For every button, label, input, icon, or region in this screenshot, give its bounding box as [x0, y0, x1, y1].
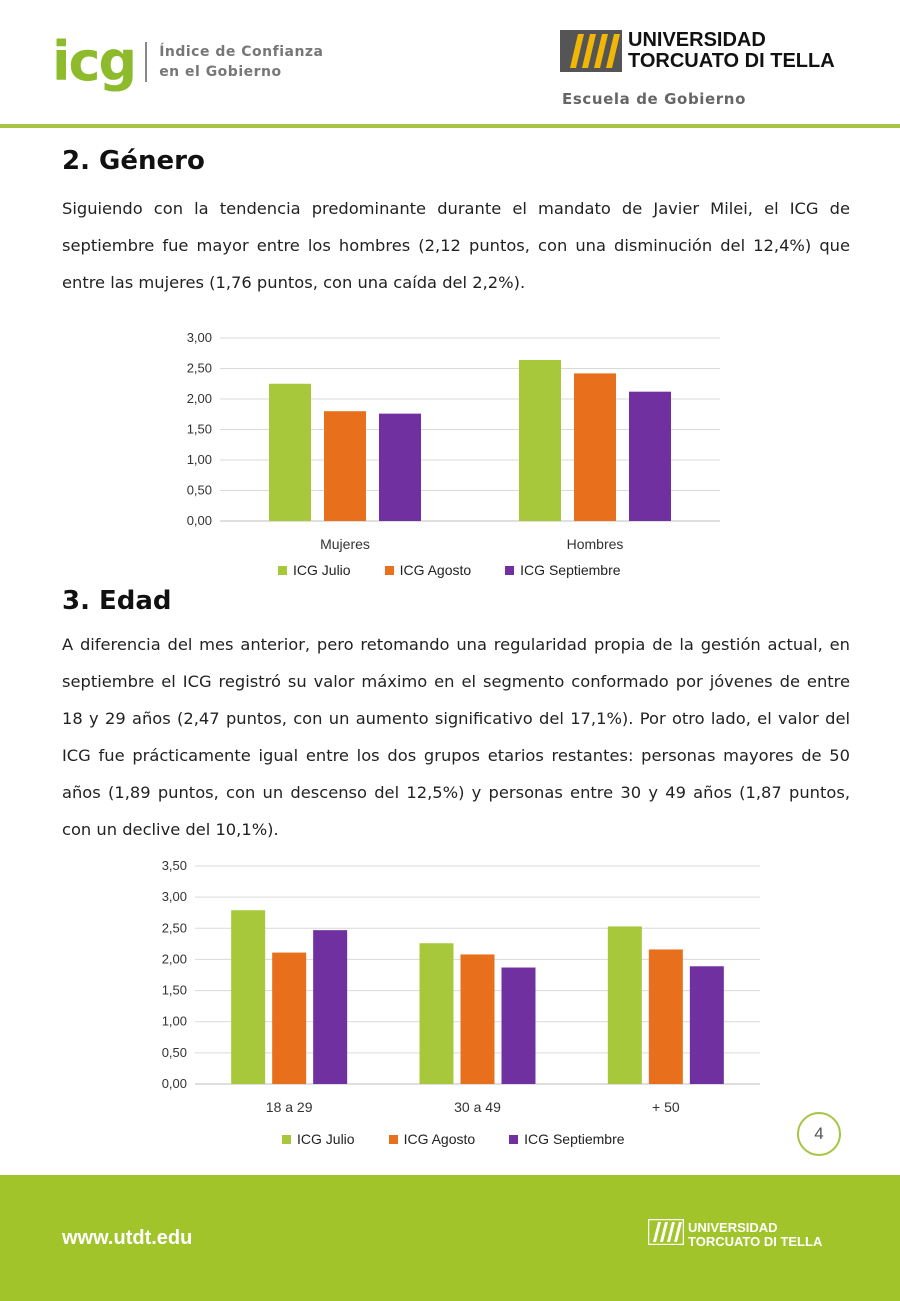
y-tick-label: 1,00 [161, 1013, 187, 1029]
section-edad-title: 3. Edad [62, 586, 172, 616]
legend-label: ICG Julio [293, 562, 351, 578]
bar-icg-septiembre-hombres [629, 392, 671, 521]
x-tick-label: Mujeres [320, 536, 370, 552]
section-genero-text: Siguiendo con la tendencia predominante durante el mandato de Javier Milei, el ICG de septiembre fue mayor entre los hombres (2,12 puntos, con una disminución del 12,4%) que entre las mujeres (1,76 puntos, con una caída del 2,2%). [62, 199, 850, 292]
x-tick-label: + 50 [652, 1099, 680, 1115]
icg-logo [52, 30, 324, 94]
legend-label: ICG Septiembre [520, 562, 621, 578]
header-divider [0, 124, 900, 128]
icg-subtitle-line2: en el Gobierno [159, 64, 282, 80]
legend-swatch [385, 566, 394, 575]
chart-genero-legend [278, 562, 621, 578]
bar-icg-julio-hombres [519, 360, 561, 521]
legend-item [385, 562, 472, 578]
chart-edad [140, 858, 780, 1123]
section-edad-text: A diferencia del mes anterior, pero retomando una regularidad propia de la gestión actual, en septiembre el ICG registró su valor máximo en el segmento conformado por jóvenes de entre 18 y 29 años (2,47 puntos, con un aumento significativo del 17,1%). Por otro lado, el valor del ICG fue prácticamente igual entre los dos grupos etarios restantes: personas mayores de 50 años (1,89 puntos, con un descenso del 12,5%) y personas entre 30 y 49 años (1,87 puntos, con un declive del 10,1%). [62, 635, 850, 839]
utdt-name [628, 30, 835, 72]
x-tick-label: Hombres [566, 536, 624, 552]
bar-icg-julio--50 [608, 926, 642, 1084]
legend-swatch [278, 566, 287, 575]
y-tick-label: 2,50 [161, 920, 187, 936]
legend-item [278, 562, 351, 578]
page-footer [0, 1175, 900, 1301]
legend-item [505, 562, 620, 578]
y-tick-label: 0,50 [186, 482, 212, 498]
bar-icg-agosto-30-a-49 [461, 954, 495, 1084]
logo-divider [145, 42, 147, 82]
icg-logo-subtitle [159, 42, 323, 82]
footer-utdt-name [688, 1221, 822, 1249]
y-tick-label: 2,00 [186, 391, 212, 406]
bar-icg-agosto-mujeres [324, 411, 366, 521]
legend-item [509, 1131, 624, 1147]
icg-logo-text: icg [52, 30, 136, 93]
legend-swatch [509, 1135, 518, 1144]
icg-subtitle-line1: Índice de Confianza [159, 44, 324, 60]
chart-genero [150, 330, 750, 560]
chart-edad-legend [282, 1131, 625, 1147]
y-tick-label: 3,50 [161, 858, 187, 873]
utdt-name-line1: UNIVERSIDAD [628, 29, 766, 51]
bar-icg-julio-30-a-49 [420, 943, 454, 1084]
y-tick-label: 2,00 [161, 951, 187, 967]
utdt-name-line2: TORCUATO DI TELLA [628, 50, 835, 72]
legend-label: ICG Julio [297, 1131, 355, 1147]
footer-url-link[interactable]: www.utdt.edu [62, 1227, 193, 1249]
bar-icg-agosto-18-a-29 [272, 953, 306, 1084]
bar-icg-septiembre-30-a-49 [502, 968, 536, 1084]
footer-name-line1: UNIVERSIDAD [688, 1220, 778, 1235]
bar-icg-agosto--50 [649, 949, 683, 1084]
y-tick-label: 0,50 [161, 1044, 187, 1060]
y-tick-label: 2,50 [186, 360, 212, 376]
legend-label: ICG Agosto [403, 1131, 476, 1147]
bar-icg-septiembre-18-a-29 [313, 930, 347, 1084]
x-tick-label: 30 a 49 [454, 1099, 501, 1115]
section-genero-title: 2. Género [62, 146, 205, 176]
y-tick-label: 3,00 [161, 889, 187, 905]
y-tick-label: 1,50 [161, 982, 187, 998]
legend-label: ICG Septiembre [524, 1131, 625, 1147]
legend-swatch [389, 1135, 398, 1144]
legend-swatch [282, 1135, 291, 1144]
legend-label: ICG Agosto [399, 562, 472, 578]
school-name: Escuela de Gobierno [562, 90, 746, 108]
legend-swatch [505, 566, 514, 575]
bar-icg-septiembre--50 [690, 966, 724, 1084]
y-tick-label: 1,50 [186, 421, 212, 437]
footer-stripes-icon [648, 1219, 684, 1245]
bar-icg-julio-18-a-29 [231, 910, 265, 1084]
utdt-stripes-icon [560, 30, 622, 72]
y-tick-label: 0,00 [161, 1076, 187, 1091]
bar-icg-julio-mujeres [269, 384, 311, 521]
bar-icg-septiembre-mujeres [379, 414, 421, 521]
page-header [0, 0, 900, 128]
y-tick-label: 3,00 [186, 330, 212, 345]
page-number: 4 [797, 1112, 841, 1156]
legend-item [282, 1131, 355, 1147]
x-tick-label: 18 a 29 [265, 1099, 313, 1115]
bar-icg-agosto-hombres [574, 373, 616, 521]
y-tick-label: 0,00 [186, 513, 212, 528]
legend-item [389, 1131, 476, 1147]
footer-name-line2: TORCUATO DI TELLA [688, 1234, 823, 1249]
y-tick-label: 1,00 [186, 452, 212, 467]
